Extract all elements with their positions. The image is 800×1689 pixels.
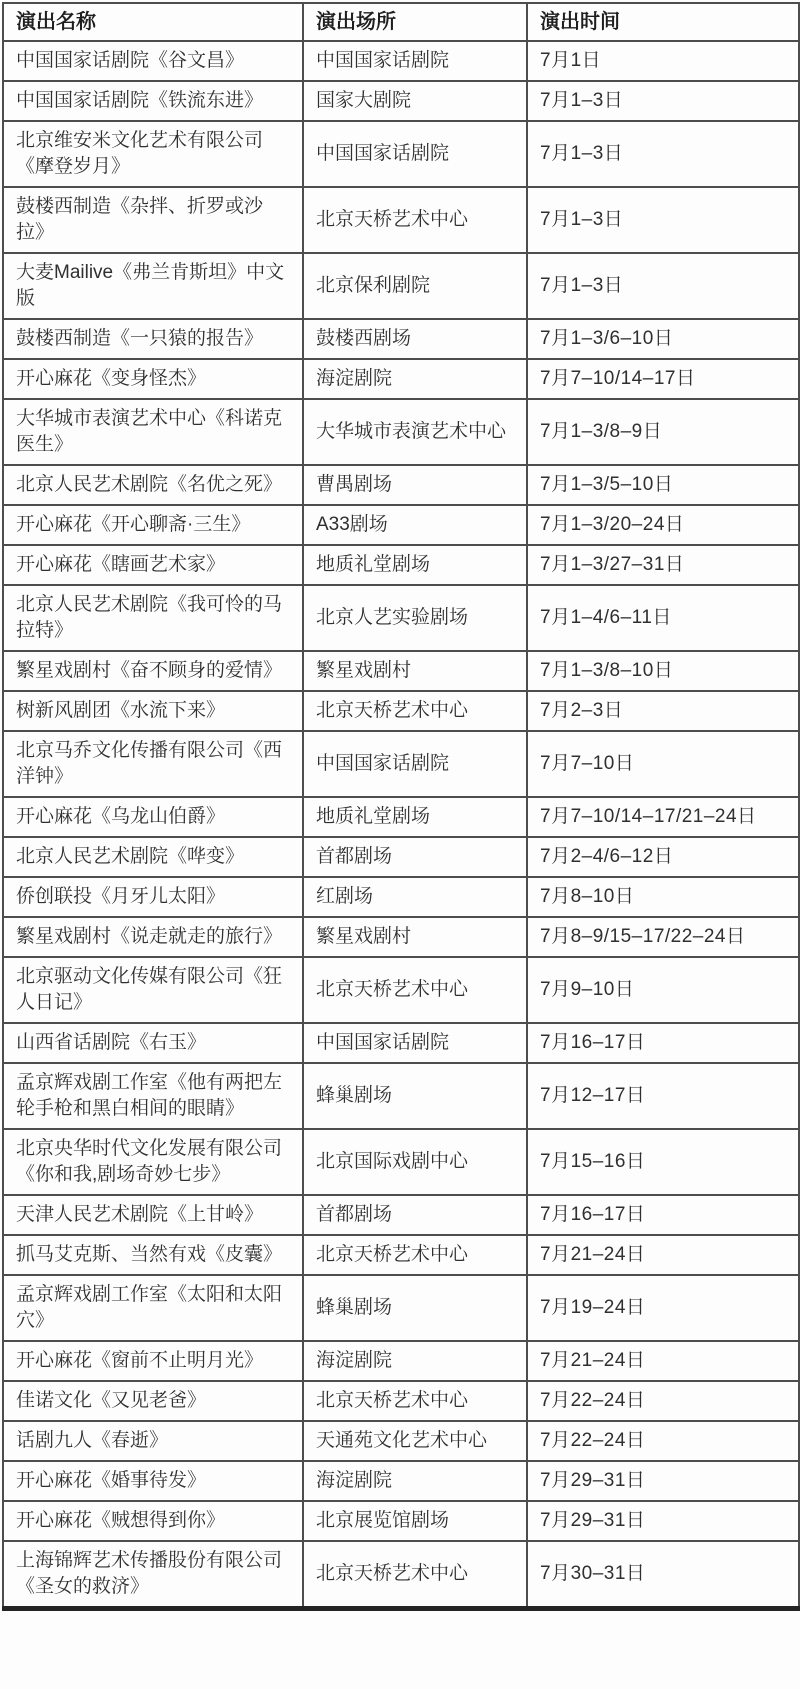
venue-cell: 繁星戏剧村 xyxy=(303,917,527,957)
time-cell: 7月1–3日 xyxy=(527,253,799,319)
table-row xyxy=(3,359,799,399)
performance-schedule-table xyxy=(2,2,800,1611)
performance-name-cell: 孟京辉戏剧工作室《他有两把左轮手枪和黑白相间的眼睛》 xyxy=(3,1063,303,1129)
table-row xyxy=(3,691,799,731)
venue-cell: 北京人艺实验剧场 xyxy=(303,585,527,651)
time-cell: 7月7–10日 xyxy=(527,731,799,797)
venue-cell: 海淀剧院 xyxy=(303,1461,527,1501)
table-row xyxy=(3,651,799,691)
time-cell: 7月2–3日 xyxy=(527,691,799,731)
venue-cell: 繁星戏剧村 xyxy=(303,651,527,691)
venue-cell: 蜂巢剧场 xyxy=(303,1063,527,1129)
table-row xyxy=(3,1461,799,1501)
performance-name-cell: 山西省话剧院《右玉》 xyxy=(3,1023,303,1063)
table-row xyxy=(3,1235,799,1275)
table-row xyxy=(3,319,799,359)
time-cell: 7月9–10日 xyxy=(527,957,799,1023)
venue-cell: 地质礼堂剧场 xyxy=(303,797,527,837)
performance-name-cell: 话剧九人《春逝》 xyxy=(3,1421,303,1461)
performance-name-cell: 抓马艾克斯、当然有戏《皮囊》 xyxy=(3,1235,303,1275)
time-cell: 7月1–3日 xyxy=(527,187,799,253)
performance-name-cell: 北京人民艺术剧院《我可怜的马拉特》 xyxy=(3,585,303,651)
table-row xyxy=(3,1341,799,1381)
performance-name-cell: 佳诺文化《又见老爸》 xyxy=(3,1381,303,1421)
performance-name-cell: 开心麻花《瞎画艺术家》 xyxy=(3,545,303,585)
venue-cell: 地质礼堂剧场 xyxy=(303,545,527,585)
performance-name-cell: 繁星戏剧村《奋不顾身的爱情》 xyxy=(3,651,303,691)
table-row xyxy=(3,1063,799,1129)
performance-name-cell: 北京维安米文化艺术有限公司《摩登岁月》 xyxy=(3,121,303,187)
table-row xyxy=(3,877,799,917)
time-cell: 7月22–24日 xyxy=(527,1421,799,1461)
time-cell: 7月16–17日 xyxy=(527,1195,799,1235)
table-row xyxy=(3,1501,799,1541)
performance-name-cell: 鼓楼西制造《一只猿的报告》 xyxy=(3,319,303,359)
performance-name-cell: 繁星戏剧村《说走就走的旅行》 xyxy=(3,917,303,957)
table-body xyxy=(3,41,799,1609)
table-row xyxy=(3,399,799,465)
table-row xyxy=(3,465,799,505)
header-performance-name: 演出名称 xyxy=(3,3,303,41)
performance-name-cell: 北京人民艺术剧院《哗变》 xyxy=(3,837,303,877)
performance-name-cell: 开心麻花《婚事待发》 xyxy=(3,1461,303,1501)
performance-name-cell: 北京驱动文化传媒有限公司《狂人日记》 xyxy=(3,957,303,1023)
time-cell: 7月1–3/5–10日 xyxy=(527,465,799,505)
venue-cell: 鼓楼西剧场 xyxy=(303,319,527,359)
time-cell: 7月21–24日 xyxy=(527,1341,799,1381)
performance-name-cell: 天津人民艺术剧院《上甘岭》 xyxy=(3,1195,303,1235)
table-row xyxy=(3,253,799,319)
venue-cell: 北京保利剧院 xyxy=(303,253,527,319)
venue-cell: 北京天桥艺术中心 xyxy=(303,1541,527,1609)
time-cell: 7月1–4/6–11日 xyxy=(527,585,799,651)
header-venue: 演出场所 xyxy=(303,3,527,41)
table-row xyxy=(3,731,799,797)
venue-cell: 海淀剧院 xyxy=(303,1341,527,1381)
time-cell: 7月8–9/15–17/22–24日 xyxy=(527,917,799,957)
table-row xyxy=(3,545,799,585)
time-cell: 7月7–10/14–17日 xyxy=(527,359,799,399)
venue-cell: 北京展览馆剧场 xyxy=(303,1501,527,1541)
time-cell: 7月21–24日 xyxy=(527,1235,799,1275)
time-cell: 7月1–3/27–31日 xyxy=(527,545,799,585)
table-row xyxy=(3,1421,799,1461)
table-row xyxy=(3,1023,799,1063)
time-cell: 7月12–17日 xyxy=(527,1063,799,1129)
time-cell: 7月8–10日 xyxy=(527,877,799,917)
table-row xyxy=(3,957,799,1023)
venue-cell: 首都剧场 xyxy=(303,1195,527,1235)
performance-name-cell: 开心麻花《乌龙山伯爵》 xyxy=(3,797,303,837)
venue-cell: 天通苑文化艺术中心 xyxy=(303,1421,527,1461)
performance-name-cell: 开心麻花《窗前不止明月光》 xyxy=(3,1341,303,1381)
time-cell: 7月22–24日 xyxy=(527,1381,799,1421)
table-row xyxy=(3,1381,799,1421)
venue-cell: 北京天桥艺术中心 xyxy=(303,691,527,731)
venue-cell: 首都剧场 xyxy=(303,837,527,877)
performance-name-cell: 上海锦辉艺术传播股份有限公司《圣女的救济》 xyxy=(3,1541,303,1609)
performance-name-cell: 大麦Mailive《弗兰肯斯坦》中文版 xyxy=(3,253,303,319)
venue-cell: 蜂巢剧场 xyxy=(303,1275,527,1341)
table-row xyxy=(3,121,799,187)
time-cell: 7月1–3/8–10日 xyxy=(527,651,799,691)
time-cell: 7月15–16日 xyxy=(527,1129,799,1195)
venue-cell: 北京天桥艺术中心 xyxy=(303,187,527,253)
table-row xyxy=(3,1195,799,1235)
table-row xyxy=(3,1129,799,1195)
performance-name-cell: 开心麻花《贼想得到你》 xyxy=(3,1501,303,1541)
time-cell: 7月1–3/8–9日 xyxy=(527,399,799,465)
venue-cell: 曹禺剧场 xyxy=(303,465,527,505)
table-row xyxy=(3,187,799,253)
venue-cell: 国家大剧院 xyxy=(303,81,527,121)
venue-cell: A33剧场 xyxy=(303,505,527,545)
table-row xyxy=(3,81,799,121)
table-row xyxy=(3,797,799,837)
time-cell: 7月2–4/6–12日 xyxy=(527,837,799,877)
performance-name-cell: 北京马乔文化传播有限公司《西洋钟》 xyxy=(3,731,303,797)
table-header xyxy=(3,3,799,41)
performance-name-cell: 树新风剧团《水流下来》 xyxy=(3,691,303,731)
time-cell: 7月1–3/6–10日 xyxy=(527,319,799,359)
time-cell: 7月7–10/14–17/21–24日 xyxy=(527,797,799,837)
performance-name-cell: 中国国家话剧院《铁流东进》 xyxy=(3,81,303,121)
table-row xyxy=(3,1275,799,1341)
performance-name-cell: 北京央华时代文化发展有限公司《你和我,剧场奇妙七步》 xyxy=(3,1129,303,1195)
performance-name-cell: 大华城市表演艺术中心《科诺克医生》 xyxy=(3,399,303,465)
time-cell: 7月19–24日 xyxy=(527,1275,799,1341)
time-cell: 7月30–31日 xyxy=(527,1541,799,1609)
venue-cell: 红剧场 xyxy=(303,877,527,917)
time-cell: 7月1–3日 xyxy=(527,121,799,187)
venue-cell: 北京天桥艺术中心 xyxy=(303,1235,527,1275)
performance-name-cell: 孟京辉戏剧工作室《太阳和太阳穴》 xyxy=(3,1275,303,1341)
table-row xyxy=(3,585,799,651)
venue-cell: 海淀剧院 xyxy=(303,359,527,399)
time-cell: 7月29–31日 xyxy=(527,1501,799,1541)
venue-cell: 中国国家话剧院 xyxy=(303,731,527,797)
performance-name-cell: 北京人民艺术剧院《名优之死》 xyxy=(3,465,303,505)
table-row xyxy=(3,917,799,957)
header-time: 演出时间 xyxy=(527,3,799,41)
performance-name-cell: 侨创联投《月牙儿太阳》 xyxy=(3,877,303,917)
time-cell: 7月29–31日 xyxy=(527,1461,799,1501)
performance-name-cell: 鼓楼西制造《杂拌、折罗或沙拉》 xyxy=(3,187,303,253)
time-cell: 7月1–3/20–24日 xyxy=(527,505,799,545)
table-row xyxy=(3,837,799,877)
time-cell: 7月1–3日 xyxy=(527,81,799,121)
performance-name-cell: 开心麻花《变身怪杰》 xyxy=(3,359,303,399)
venue-cell: 中国国家话剧院 xyxy=(303,121,527,187)
venue-cell: 北京国际戏剧中心 xyxy=(303,1129,527,1195)
header-row xyxy=(3,3,799,41)
table-row xyxy=(3,1541,799,1609)
venue-cell: 大华城市表演艺术中心 xyxy=(303,399,527,465)
performance-name-cell: 中国国家话剧院《谷文昌》 xyxy=(3,41,303,81)
performance-name-cell: 开心麻花《开心聊斋·三生》 xyxy=(3,505,303,545)
venue-cell: 北京天桥艺术中心 xyxy=(303,957,527,1023)
table-row xyxy=(3,505,799,545)
table-row xyxy=(3,41,799,81)
venue-cell: 中国国家话剧院 xyxy=(303,1023,527,1063)
venue-cell: 中国国家话剧院 xyxy=(303,41,527,81)
time-cell: 7月1日 xyxy=(527,41,799,81)
venue-cell: 北京天桥艺术中心 xyxy=(303,1381,527,1421)
time-cell: 7月16–17日 xyxy=(527,1023,799,1063)
